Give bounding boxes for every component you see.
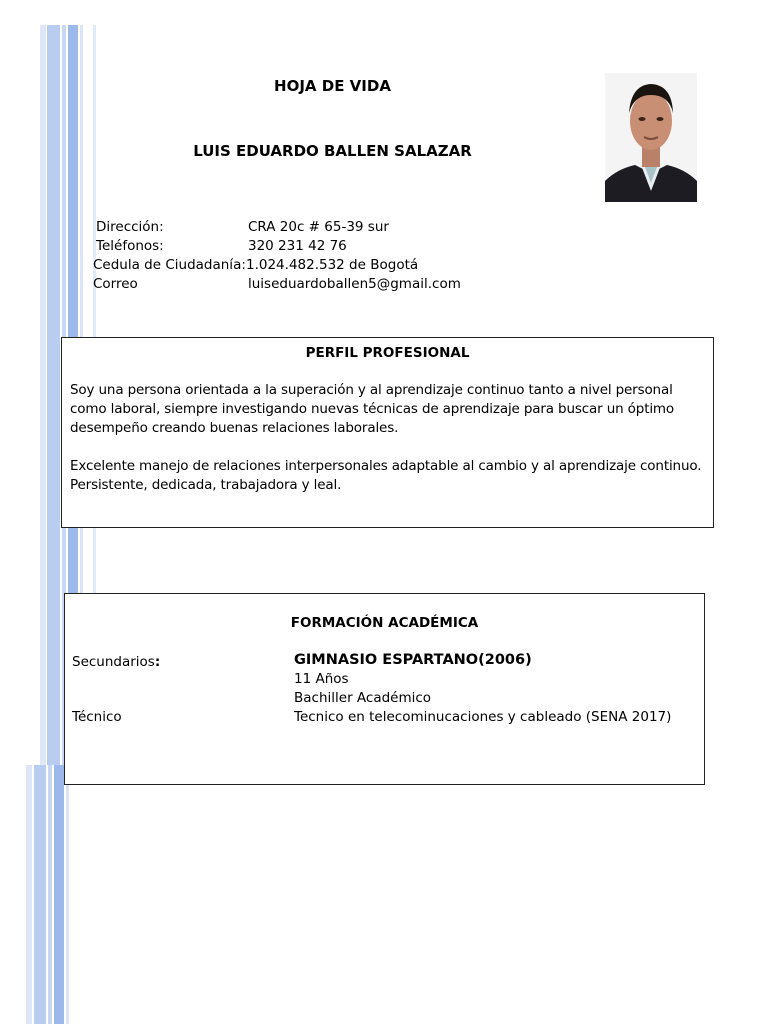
contact-row bbox=[93, 275, 513, 294]
school-years: 11 Años bbox=[294, 671, 349, 687]
secondary-label-colon: : bbox=[154, 654, 161, 670]
contact-label: Dirección: bbox=[96, 219, 164, 235]
secondary-label bbox=[72, 653, 160, 672]
technical-label: Técnico bbox=[72, 709, 122, 725]
profile-section bbox=[61, 337, 714, 528]
contact-info bbox=[93, 218, 513, 294]
technical-value: Tecnico en telecominucaciones y cableado (SENA 2017) bbox=[294, 709, 672, 725]
contact-row bbox=[93, 237, 513, 256]
secondary-label-text: Secundarios bbox=[72, 654, 155, 670]
contact-label: Cedula de Ciudadanía: bbox=[93, 257, 246, 273]
contact-row bbox=[93, 218, 513, 237]
school-name: GIMNASIO ESPARTANO(2006) bbox=[294, 652, 532, 668]
contact-label: Correo bbox=[93, 276, 138, 292]
education-title: FORMACIÓN ACADÉMICA bbox=[290, 615, 479, 631]
contact-row bbox=[93, 256, 513, 275]
profile-paragraph: Excelente manejo de relaciones interpersonales adaptable al cambio y al aprendizaje continuo. Persistente, dedicada, trabajadora y leal. bbox=[70, 458, 702, 493]
profile-photo bbox=[605, 73, 697, 202]
profile-paragraph: Soy una persona orientada a la superación y al aprendizaje continuo tanto a nivel personal como laboral, siempre investigando nuevas técnicas de aprendizaje para buscar un óptimo desempeño creando buenas relaciones laborales. bbox=[70, 382, 675, 436]
education-section bbox=[64, 593, 705, 785]
school-degree: Bachiller Académico bbox=[294, 690, 432, 706]
contact-value: 320 231 42 76 bbox=[248, 238, 347, 254]
document-title: HOJA DE VIDA bbox=[274, 77, 391, 95]
contact-value: CRA 20c # 65-39 sur bbox=[248, 219, 389, 235]
person-name: LUIS EDUARDO BALLEN SALAZAR bbox=[193, 142, 472, 160]
contact-value: 1.024.482.532 de Bogotá bbox=[246, 257, 419, 273]
contact-label: Teléfonos: bbox=[96, 238, 164, 254]
contact-value: luiseduardoballen5@gmail.com bbox=[248, 276, 461, 292]
profile-title: PERFIL PROFESIONAL bbox=[305, 345, 470, 361]
